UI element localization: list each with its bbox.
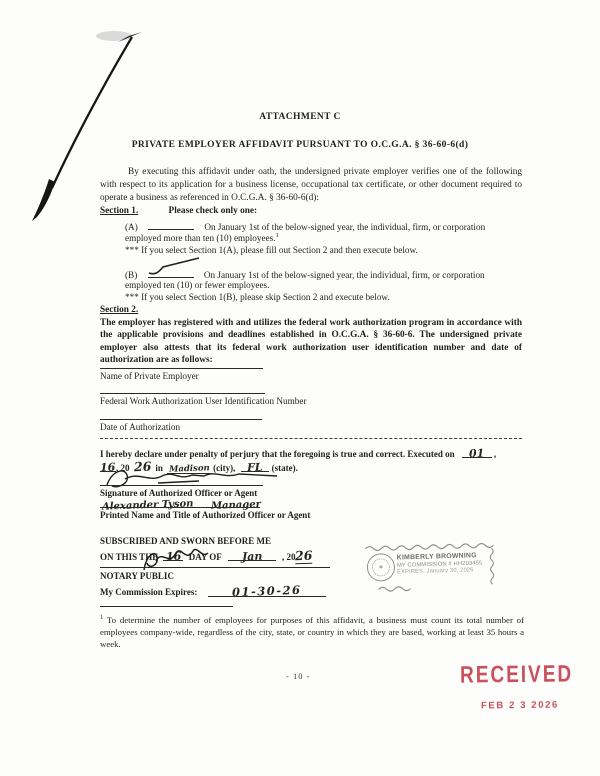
footnote-text-block: $^1$ To determine the number of employees for purposes of this affidavit, a business must count its total number of employees company-wide, regardless of the city, state, or country in which they are based, working at least 35 hours a week.	[100, 614, 524, 649]
attachment-heading: ATTACHMENT C	[259, 112, 341, 122]
received-stamp	[459, 661, 574, 689]
option-a-label: (A)	[125, 222, 138, 232]
subscribed-sworn-text: SUBSCRIBED AND SWORN BEFORE ME	[100, 536, 272, 546]
option-a-row	[125, 219, 485, 232]
state-value: FL	[246, 460, 263, 475]
received-stamp-text: RECEIVED	[459, 661, 574, 689]
commission-expiry-value: 01-30-26	[231, 582, 302, 600]
dashed-divider	[100, 438, 522, 439]
received-stamp-date: FEB 2 3 2026	[480, 699, 559, 712]
commission-expiry-blank	[208, 582, 326, 600]
sworn-month-blank	[228, 549, 276, 564]
notary-expires-line: EXPIRES: January 30, 2026	[397, 567, 474, 576]
employer-name-blank	[100, 368, 263, 369]
printed-title-value: Manager	[211, 499, 262, 512]
intro-paragraph: By executing this affidavit under oath, the undersigned private employer verifies one of the following with respect to its application for a business license, occupational tax certificate, or other document required to operate a business as referenced in O.C.G.A. § 36-60-6(d):	[100, 167, 522, 204]
seal-star-glyph: ✶	[377, 563, 385, 572]
sworn-date-row: ON THIS THE 16 DAY OF Jan , 2026	[100, 547, 314, 564]
date-of-authorization-label: Date of Authorization	[100, 422, 181, 432]
declaration-line1: I hereby declare under penalty of perjury that the foregoing is true and correct. Executed on 01 ,	[100, 446, 497, 461]
document-title: PRIVATE EMPLOYER AFFIDAVIT PURSUANT TO O.C.G.A. § 36-60-6(d)	[131, 140, 469, 150]
stamp-text-block	[397, 550, 496, 575]
page-number: - 10 -	[286, 671, 311, 681]
executed-month-value: 01	[469, 446, 485, 461]
printed-name-line	[100, 507, 260, 508]
option-b-text: On January 1st of the below-signed year, the individual, firm, or corporation	[203, 270, 485, 280]
option-b-label: (B)	[125, 270, 138, 280]
printed-name-value: Alexander Tyson	[101, 498, 194, 513]
footnote-reference: 1	[275, 232, 279, 239]
executed-month-blank	[462, 446, 492, 461]
officer-signature-scribble	[103, 466, 283, 490]
notary-commission-number: MY COMMISSION # HH203455	[396, 559, 483, 569]
date-of-authorization-blank	[100, 419, 262, 420]
executed-day-value: 16	[100, 460, 116, 475]
option-b-note: *** If you select Section 1(B), please skip Section 2 and execute below.	[125, 292, 390, 302]
work-auth-id-label: Federal Work Authorization User Identification Number	[100, 396, 307, 406]
option-a-text-cont: employed more than ten (10) employees.$^1$	[125, 232, 279, 244]
section2-paragraph: The employer has registered with and utilizes the federal work authorization program in accordance with the applicable provisions and deadlines established in O.C.G.A. § 36-60-6. The undersigned private employer also attests that its federal work authorization user identification number and date of authorization are as follows:	[100, 318, 522, 365]
printed-name-label: Printed Name and Title of Authorized Officer or Agent	[100, 510, 311, 520]
notary-signature-line	[100, 567, 330, 568]
section1-label: Section 1.	[100, 206, 139, 216]
section1-heading	[100, 206, 257, 216]
employer-name-label: Name of Private Employer	[100, 371, 199, 381]
option-b-checkmark	[147, 257, 203, 277]
notary-name: KIMBERLY BROWNING	[396, 550, 477, 562]
officer-signature-line	[100, 485, 263, 486]
footnote-rule	[100, 606, 233, 607]
sworn-month-value: Jan	[241, 549, 263, 564]
option-a-text: On January 1st of the below-signed year, the individual, firm, or corporation	[204, 222, 486, 232]
option-b-text-cont: employed ten (10) or fewer employees.	[125, 280, 270, 290]
notary-signature-scribble	[136, 546, 216, 572]
sworn-year-value: 26	[295, 547, 314, 564]
city-value: Madison	[168, 463, 210, 475]
officer-signature-label: Signature of Authorized Officer or Agent	[100, 488, 258, 498]
executed-year-value: 26	[133, 458, 152, 475]
declaration-line2: 16, 20 26 in Madison (city), FL (state).	[100, 458, 298, 475]
option-a-check-blank	[148, 219, 194, 230]
commission-expires-row: My Commission Expires: 01-30-26	[100, 584, 326, 597]
received-stamp-date-wrap	[481, 700, 559, 712]
option-a-note: *** If you select Section 1(A), please fill out Section 2 and then execute below.	[125, 245, 418, 255]
section1-instruction: Please check only one:	[168, 206, 258, 216]
notary-ink-stamp	[363, 541, 496, 595]
section2-label: Section 2.	[100, 305, 139, 315]
work-auth-id-blank	[100, 393, 265, 394]
notary-public-label: NOTARY PUBLIC	[100, 571, 174, 581]
sworn-day-value: 16	[165, 549, 182, 564]
footnote-marker: 1	[100, 614, 104, 621]
